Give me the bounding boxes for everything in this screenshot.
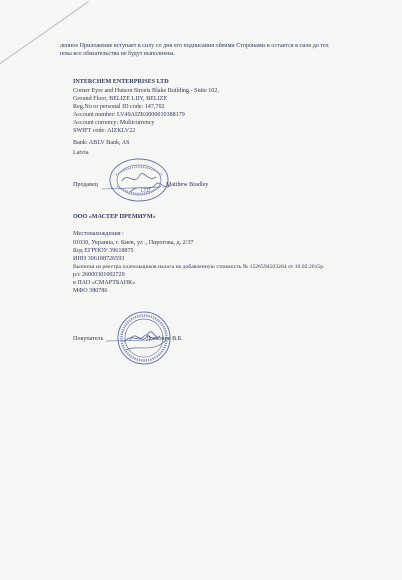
seller-stamp-text: LTD. xyxy=(141,188,152,194)
seller-swift-code: SWIFT code: AIZKLV22 xyxy=(73,128,136,134)
buyer-role-label: Покупатель xyxy=(73,336,104,342)
buyer-company-name: ООО «МАСТЕР ПРЕМИУМ» xyxy=(73,214,156,220)
intro-line-1: ленное Приложение вступает в силу со дня его подписания обеими Сторонами и остается в силе до тех xyxy=(60,43,329,49)
seller-address-1: Corner Eyre and Hutson Streets Blake Building - Suite 102, xyxy=(73,88,219,94)
buyer-location-label: Местонахождения : xyxy=(73,231,124,237)
buyer-signer-name: Дьяконов В.Б. xyxy=(146,336,183,342)
seller-reg-code: Reg.No or personal ID code: 147,702 xyxy=(73,104,165,110)
buyer-bank: в ПАО «СМАРТБАНК» xyxy=(73,280,136,286)
buyer-account: р/с 26000301002729 xyxy=(73,272,125,278)
buyer-address: 01030, Украина, г. Киев, ул ., Пирогова, д. 2/37 xyxy=(73,240,194,246)
buyer-edrpou: Код ЕГРПОУ 39618875 xyxy=(73,248,134,254)
buyer-inn: ИНН 396188726593 xyxy=(73,256,125,262)
seller-role-label: Продавец xyxy=(73,182,98,188)
seller-country: Latvia xyxy=(73,150,89,156)
seller-account-currency: Account currency: Multicurrency xyxy=(73,120,155,126)
seller-company-name: INTERCHEM ENTERPRISES LTD xyxy=(73,79,169,85)
page-fold-line xyxy=(0,1,89,71)
seller-signer-name: Matthew Bradley xyxy=(166,182,209,188)
intro-line-2: пока все обязательства не будут выполнены. xyxy=(60,51,176,57)
seller-bank: Bank: ABLV Bank, AS xyxy=(73,140,130,146)
seller-account-number: Account number: LV49AIZK0000010388179 xyxy=(73,112,185,118)
buyer-vat-extract: Выписка из реестра плательщиков налога на добавленную стоимость № 1526594503264 от 10.02.2015р. xyxy=(73,264,325,270)
seller-address-2: Ground Floor, BELIZE LIIY, BELIZE xyxy=(73,96,168,102)
buyer-mfo: МФО 380786 xyxy=(73,288,108,294)
